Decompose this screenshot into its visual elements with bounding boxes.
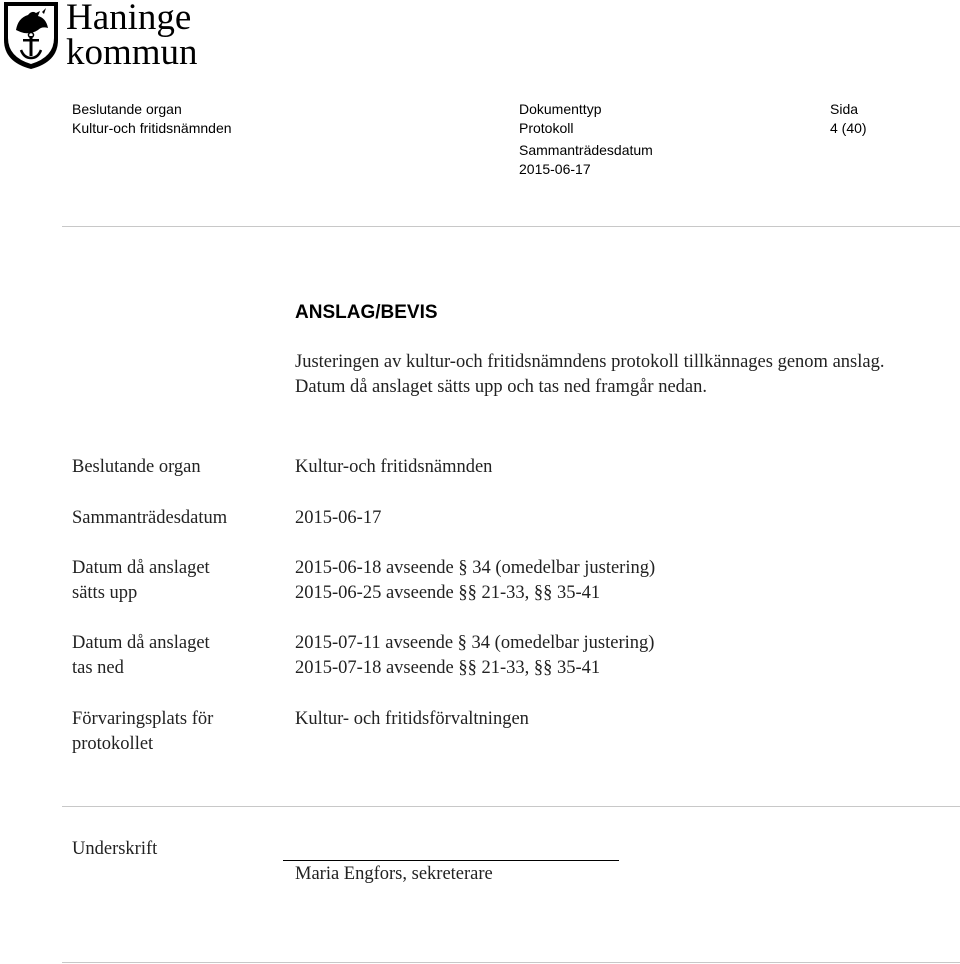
header-date-value: 2015-06-17 — [519, 161, 591, 177]
posted-date-value-1: 2015-06-18 avseende § 34 (omedelbar justering) — [295, 558, 656, 578]
header-doctype-value: Protokoll — [519, 120, 574, 136]
removed-date-value-2: 2015-07-18 avseende §§ 21-33, §§ 35-41 — [295, 658, 601, 678]
storage-value: Kultur- och fritidsförvaltningen — [295, 709, 529, 729]
logo-wordmark — [66, 0, 198, 73]
posted-date-label-line-1: Datum då anslaget — [72, 558, 210, 578]
header-doctype — [519, 100, 601, 138]
header-date-label: Sammanträdesdatum — [519, 142, 653, 158]
coat-of-arms-icon — [2, 0, 62, 70]
meeting-date-value: 2015-06-17 — [295, 508, 382, 528]
removed-date-label-line-2: tas ned — [72, 658, 124, 678]
header-org — [72, 100, 232, 138]
header-divider — [62, 226, 960, 227]
document-title: ANSLAG/BEVIS — [295, 302, 438, 323]
storage-label-line-2: protokollet — [72, 734, 154, 754]
posted-date-value-2: 2015-06-25 avseende §§ 21-33, §§ 35-41 — [295, 583, 601, 603]
header-page — [830, 100, 867, 138]
header-org-label: Beslutande organ — [72, 101, 182, 117]
header-date — [519, 141, 653, 179]
removed-date-label-line-1: Datum då anslaget — [72, 633, 210, 653]
removed-date-value-1: 2015-07-11 avseende § 34 (omedelbar justering) — [295, 633, 655, 653]
header-page-value: 4 (40) — [830, 120, 867, 136]
intro-paragraph: Justeringen av kultur-och fritidsnämndens protokoll tillkännages genom anslag. Datum då anslaget sätts upp och tas ned framgår nedan. — [295, 352, 885, 397]
meeting-date-label: Sammanträdesdatum — [72, 508, 228, 528]
header-doctype-label: Dokumenttyp — [519, 101, 602, 117]
header-org-value: Kultur-och fritidsnämnden — [72, 120, 232, 136]
logo-line-1: Haninge — [66, 0, 192, 38]
signature-label: Underskrift — [72, 839, 158, 859]
header-page-label: Sida — [830, 101, 859, 117]
organ-label: Beslutande organ — [72, 457, 201, 477]
signature-divider — [62, 806, 960, 807]
posted-date-label-line-2: sätts upp — [72, 583, 138, 603]
storage-label-line-1: Förvaringsplats för — [72, 709, 214, 729]
organ-value: Kultur-och fritidsnämnden — [295, 457, 493, 477]
signature-line — [283, 860, 619, 861]
logo-line-2: kommun — [66, 32, 198, 73]
footer-divider — [62, 962, 960, 963]
signatory-name: Maria Engfors, sekreterare — [295, 864, 493, 884]
municipality-logo — [0, 0, 240, 72]
